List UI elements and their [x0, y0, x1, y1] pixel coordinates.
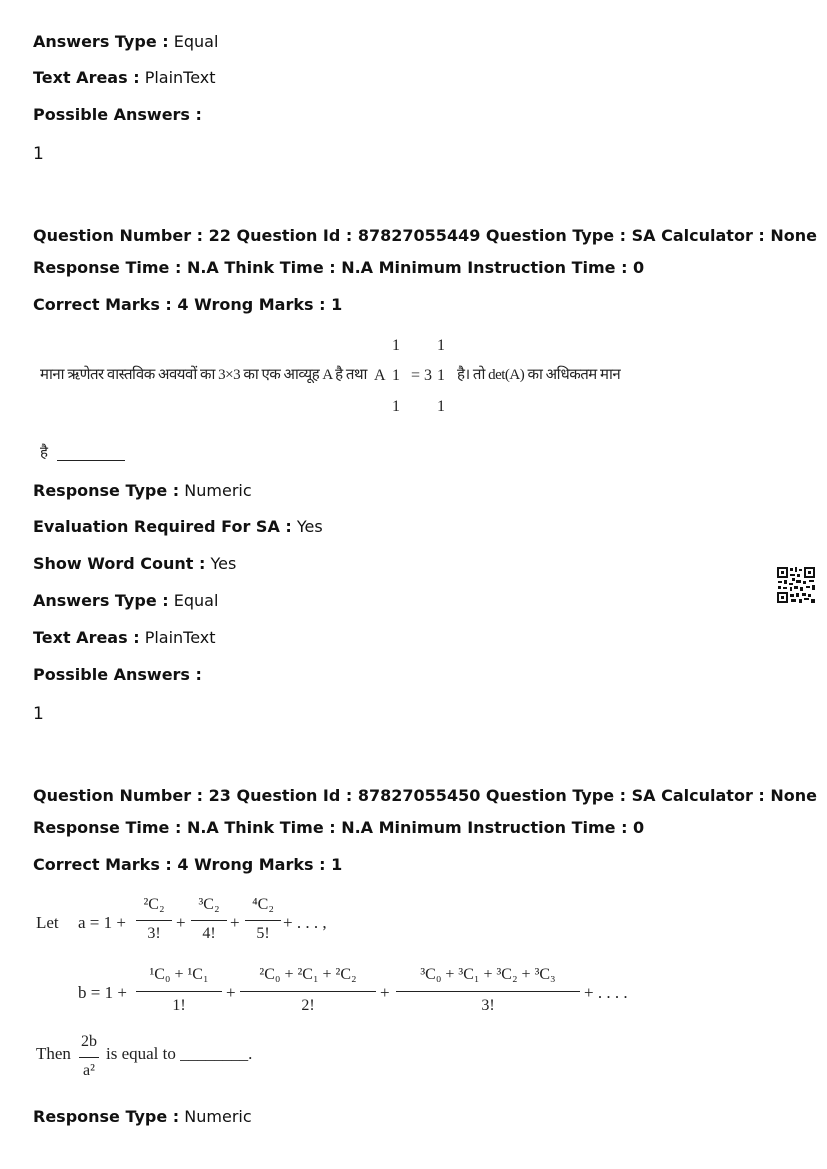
b-equation-start: b = 1 + — [78, 983, 127, 1002]
answers-type-value: Equal — [173, 591, 219, 610]
question-header: Question Number : 23 Question Id : 87827055450 Question Type : SA Calculator : None — [33, 786, 817, 805]
a-term-2-denominator: 4! — [202, 925, 216, 942]
answers-type-label: Answers Type : — [33, 32, 169, 51]
a-term-3-bar — [245, 920, 281, 921]
evaluation-row — [33, 517, 323, 537]
text-areas-value: PlainText — [144, 628, 216, 647]
word-count-value: Yes — [210, 554, 237, 573]
b-term-3-bar — [396, 991, 580, 992]
qr-code-icon — [776, 566, 816, 604]
response-type-label: Response Type : — [33, 1107, 180, 1126]
possible-answer-value: 1 — [33, 704, 44, 724]
ratio-denominator: a² — [83, 1062, 95, 1079]
answers-type-value: Equal — [173, 32, 219, 51]
question-marks: Correct Marks : 4 Wrong Marks : 1 — [33, 855, 343, 874]
b-plus-2: + — [380, 983, 390, 1002]
matrix-a-label: A — [374, 367, 386, 384]
b-term-3-denominator: 3! — [481, 997, 495, 1014]
response-type-label: Response Type : — [33, 481, 180, 500]
b-plus-1: + — [226, 983, 236, 1002]
b-term-2-denominator: 2! — [301, 997, 315, 1014]
a-term-1-bar — [136, 920, 172, 921]
vector-top-1: 1 — [392, 337, 400, 354]
b-term-3-numerator: ³C₀ + ³C₁ + ³C₂ + ³C₃ — [420, 966, 556, 983]
answer-blank — [57, 460, 125, 461]
vector-bot-1: 1 — [392, 398, 400, 415]
is-equal-to: is equal to ________. — [106, 1044, 253, 1063]
evaluation-label: Evaluation Required For SA : — [33, 517, 292, 536]
possible-answers-label: Possible Answers : — [33, 665, 202, 684]
a-term-1-denominator: 3! — [147, 925, 161, 942]
answers-type-row — [33, 591, 218, 611]
stem-text: माना ऋणेतर वास्तविक अवयवों का 3×3 का एक आव्यूह A है तथा — [40, 367, 367, 383]
stem-tail: है। तो det(A) का अधिकतम मान — [457, 367, 621, 383]
b-series-tail: + . . . . — [584, 983, 628, 1002]
b-term-2-bar — [240, 991, 376, 992]
ratio-bar — [79, 1057, 99, 1058]
response-type-row — [33, 1107, 252, 1127]
text-areas-row — [33, 68, 216, 88]
answers-type-row — [33, 32, 218, 52]
question-header: Question Number : 22 Question Id : 87827055449 Question Type : SA Calculator : None — [33, 226, 817, 245]
a-term-3-denominator: 5! — [256, 925, 270, 942]
a-equation-start: a = 1 + — [78, 913, 126, 932]
answers-type-label: Answers Type : — [33, 591, 169, 610]
b-term-1-denominator: 1! — [172, 997, 186, 1014]
stem-end: है — [40, 445, 48, 461]
let-label: Let — [36, 913, 59, 932]
word-count-label: Show Word Count : — [33, 554, 206, 573]
evaluation-value: Yes — [296, 517, 323, 536]
ratio-numerator: 2b — [81, 1033, 97, 1050]
b-term-2-numerator: ²C₀ + ²C₁ + ²C₂ — [259, 966, 357, 983]
vector-top-2: 1 — [437, 337, 445, 354]
a-series-tail: + . . . , — [283, 913, 327, 932]
a-term-1-numerator: ²C₂ — [143, 896, 165, 913]
vector-mid-2: 1 — [437, 367, 445, 384]
text-areas-value: PlainText — [144, 68, 216, 87]
text-areas-label: Text Areas : — [33, 68, 140, 87]
b-term-1-numerator: ¹C₀ + ¹C₁ — [149, 966, 209, 983]
possible-answers-label: Possible Answers : — [33, 105, 202, 124]
text-areas-row — [33, 628, 216, 648]
text-areas-label: Text Areas : — [33, 628, 140, 647]
a-plus-1: + — [176, 913, 186, 932]
question-timing: Response Time : N.A Think Time : N.A Minimum Instruction Time : 0 — [33, 258, 645, 277]
vector-mid-1: 1 — [392, 367, 400, 384]
response-type-row — [33, 481, 252, 501]
b-term-1-bar — [136, 991, 222, 992]
word-count-row — [33, 554, 236, 574]
response-type-value: Numeric — [184, 481, 252, 500]
then-label: Then — [36, 1044, 71, 1063]
equals-three: = 3 — [411, 367, 433, 384]
question-marks: Correct Marks : 4 Wrong Marks : 1 — [33, 295, 343, 314]
vector-bot-2: 1 — [437, 398, 445, 415]
a-plus-2: + — [230, 913, 240, 932]
possible-answer-value: 1 — [33, 144, 44, 164]
a-term-2-bar — [191, 920, 227, 921]
response-type-value: Numeric — [184, 1107, 252, 1126]
question-timing: Response Time : N.A Think Time : N.A Minimum Instruction Time : 0 — [33, 818, 645, 837]
a-term-2-numerator: ³C₂ — [198, 896, 220, 913]
a-term-3-numerator: ⁴C₂ — [252, 896, 274, 913]
